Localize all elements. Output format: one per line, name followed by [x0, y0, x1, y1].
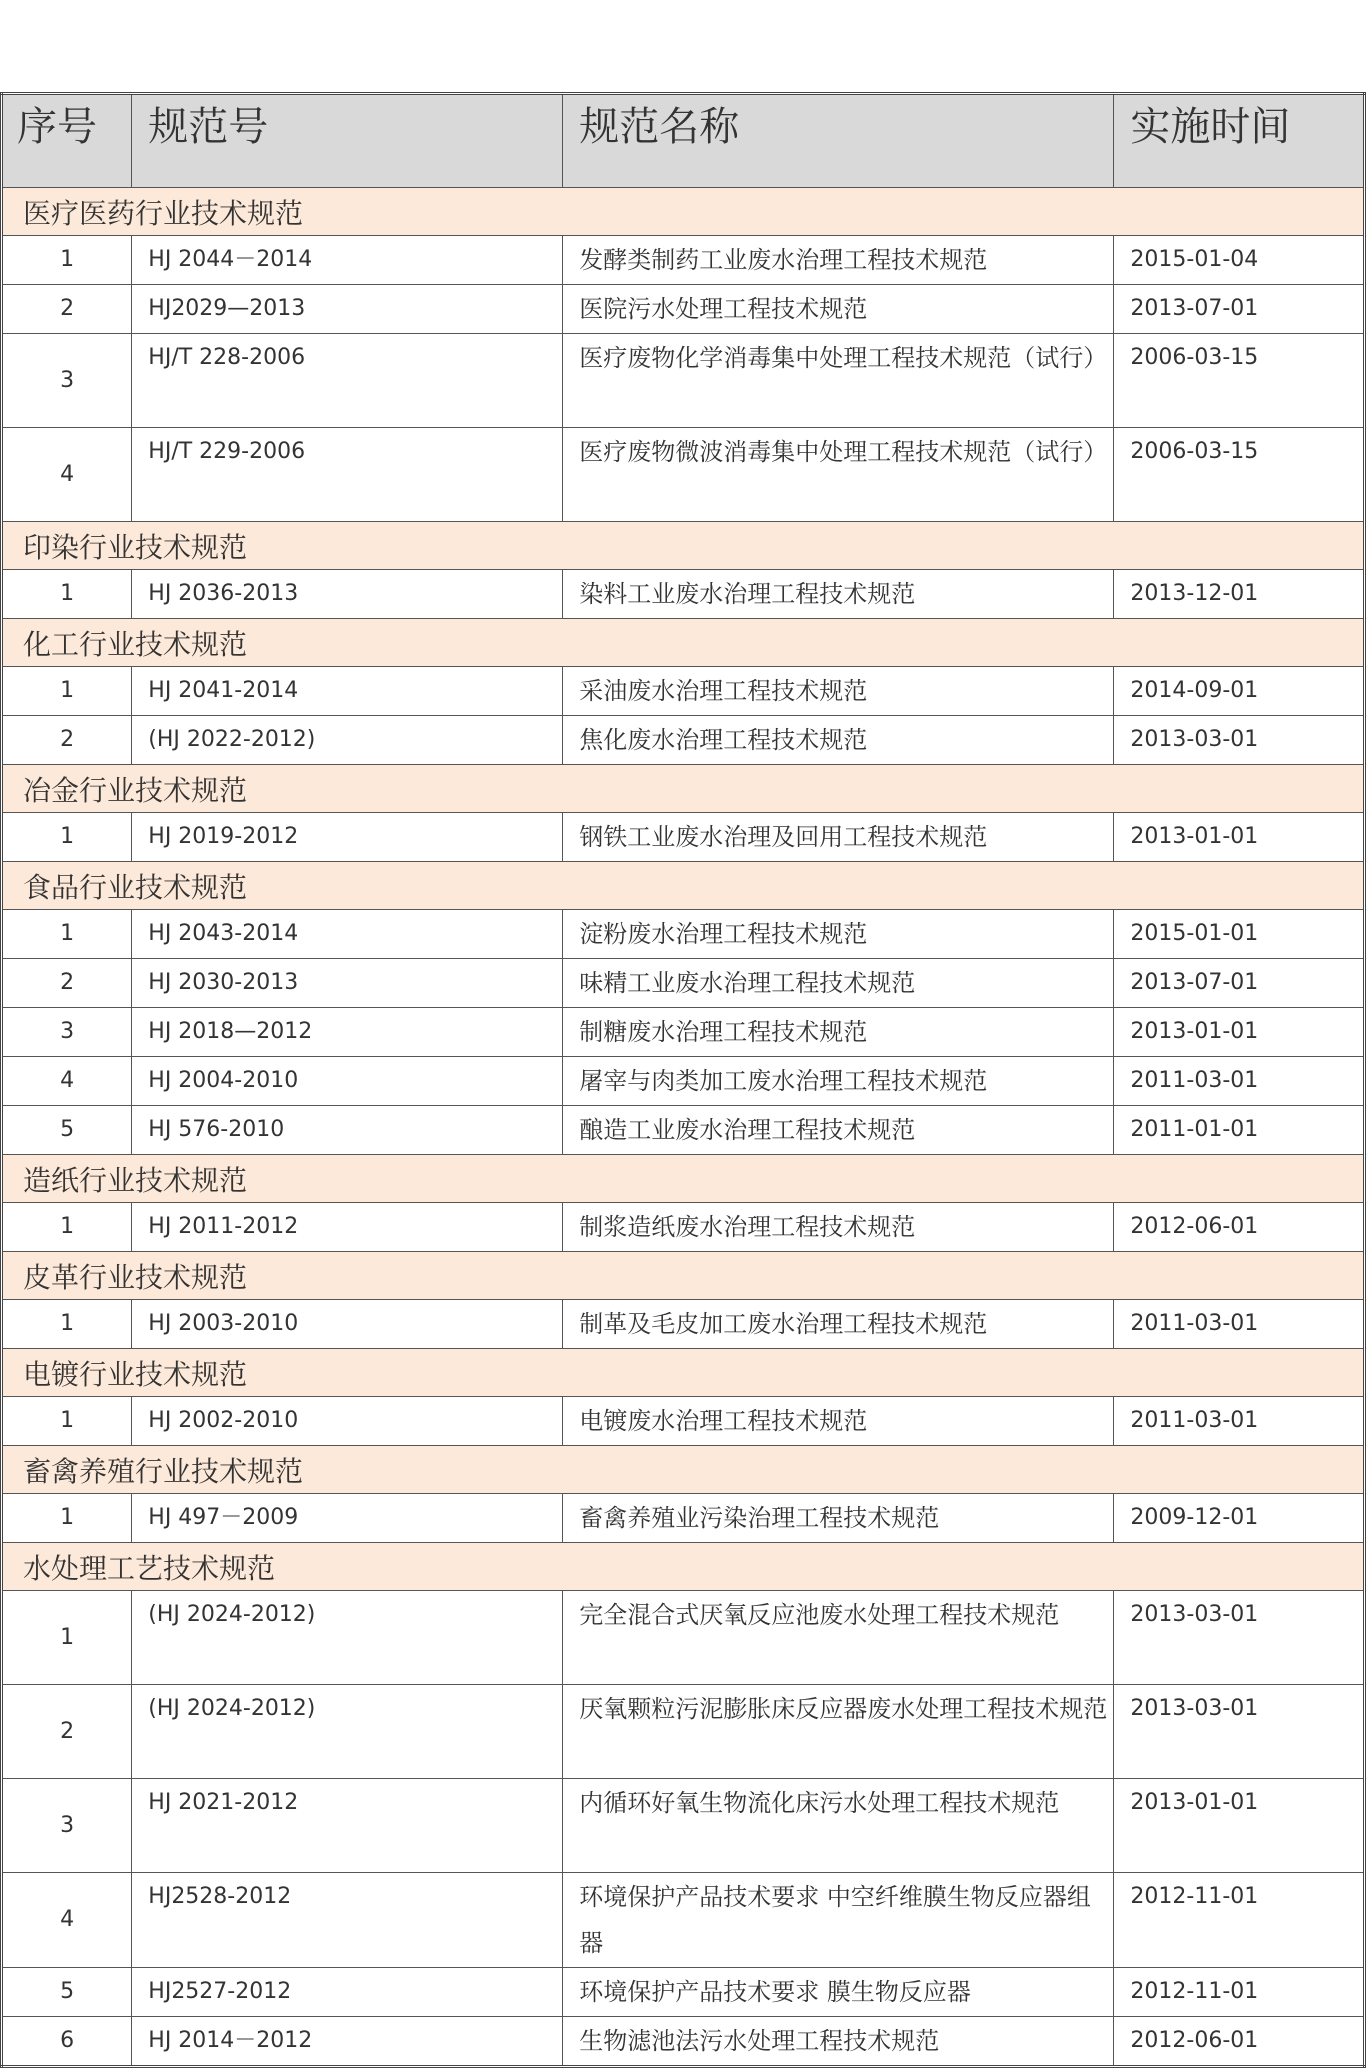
table-row — [2, 1591, 1365, 1685]
effective-date: 2006-03-15 — [1114, 334, 1365, 428]
spec-name: 畜禽养殖业污染治理工程技术规范 — [563, 1494, 1114, 1543]
effective-date: 2012-06-01 — [1114, 1203, 1365, 1252]
row-number: 1 — [2, 1591, 132, 1685]
category-row — [2, 1543, 1365, 1591]
effective-date: 2012-11-01 — [1114, 1968, 1365, 2017]
row-number: 2 — [2, 1685, 132, 1779]
header-name: 规范名称 — [563, 94, 1114, 188]
spec-code: HJ2528-2012 — [132, 1873, 563, 1968]
category-title: 水处理工艺技术规范 — [2, 1543, 1365, 1591]
spec-code: HJ 2044－2014 — [132, 236, 563, 285]
spec-code: HJ 2014－2012 — [132, 2017, 563, 2067]
row-number: 3 — [2, 334, 132, 428]
spec-code: HJ 2036-2013 — [132, 570, 563, 619]
table-row — [2, 236, 1365, 285]
row-number: 1 — [2, 910, 132, 959]
table-row — [2, 1873, 1365, 1968]
category-title: 造纸行业技术规范 — [2, 1155, 1365, 1203]
table-row — [2, 1057, 1365, 1106]
category-title: 医疗医药行业技术规范 — [2, 188, 1365, 236]
row-number: 1 — [2, 1203, 132, 1252]
header-seq: 序号 — [2, 94, 132, 188]
category-row — [2, 862, 1365, 910]
row-number: 4 — [2, 1873, 132, 1968]
spec-name: 生物滤池法污水处理工程技术规范 — [563, 2017, 1114, 2067]
spec-name: 医疗废物化学消毒集中处理工程技术规范（试行） — [563, 334, 1114, 428]
effective-date: 2013-07-01 — [1114, 959, 1365, 1008]
table-row — [2, 1397, 1365, 1446]
row-number: 5 — [2, 1106, 132, 1155]
effective-date: 2013-03-01 — [1114, 1685, 1365, 1779]
spec-code: HJ 2003-2010 — [132, 1300, 563, 1349]
category-title: 畜禽养殖行业技术规范 — [2, 1446, 1365, 1494]
table-row — [2, 910, 1365, 959]
spec-name: 味精工业废水治理工程技术规范 — [563, 959, 1114, 1008]
standards-document — [0, 92, 1366, 2068]
spec-code: HJ 2030-2013 — [132, 959, 563, 1008]
spec-code: HJ/T 229-2006 — [132, 428, 563, 522]
table-row — [2, 1685, 1365, 1779]
standards-table — [0, 92, 1366, 2068]
spec-name: 医院污水处理工程技术规范 — [563, 285, 1114, 334]
spec-code: HJ 576-2010 — [132, 1106, 563, 1155]
category-title: 冶金行业技术规范 — [2, 765, 1365, 813]
table-row — [2, 813, 1365, 862]
effective-date: 2014-09-01 — [1114, 667, 1365, 716]
category-row — [2, 1349, 1365, 1397]
table-row — [2, 2017, 1365, 2067]
table-row — [2, 1779, 1365, 1873]
spec-code: HJ 2041-2014 — [132, 667, 563, 716]
spec-name: 完全混合式厌氧反应池废水处理工程技术规范 — [563, 1591, 1114, 1685]
table-row — [2, 1203, 1365, 1252]
effective-date: 2011-03-01 — [1114, 1300, 1365, 1349]
spec-name: 染料工业废水治理工程技术规范 — [563, 570, 1114, 619]
effective-date: 2006-03-15 — [1114, 428, 1365, 522]
spec-code: HJ 2043-2014 — [132, 910, 563, 959]
category-row — [2, 619, 1365, 667]
spec-name: 钢铁工业废水治理及回用工程技术规范 — [563, 813, 1114, 862]
spec-name: 制浆造纸废水治理工程技术规范 — [563, 1203, 1114, 1252]
effective-date: 2011-03-01 — [1114, 1397, 1365, 1446]
row-number: 1 — [2, 1300, 132, 1349]
spec-code: HJ 2004-2010 — [132, 1057, 563, 1106]
effective-date: 2013-12-01 — [1114, 570, 1365, 619]
spec-code: HJ 2019-2012 — [132, 813, 563, 862]
row-number: 2 — [2, 716, 132, 765]
row-number: 1 — [2, 667, 132, 716]
effective-date: 2015-01-04 — [1114, 236, 1365, 285]
spec-code: HJ 2002-2010 — [132, 1397, 563, 1446]
row-number: 1 — [2, 1494, 132, 1543]
table-row — [2, 667, 1365, 716]
effective-date: 2013-07-01 — [1114, 285, 1365, 334]
category-row — [2, 1446, 1365, 1494]
row-number: 4 — [2, 1057, 132, 1106]
effective-date: 2012-06-01 — [1114, 2017, 1365, 2067]
table-body — [2, 188, 1365, 2067]
row-number: 2 — [2, 959, 132, 1008]
spec-code: (HJ 2024-2012) — [132, 1685, 563, 1779]
effective-date: 2013-01-01 — [1114, 1008, 1365, 1057]
row-number: 1 — [2, 1397, 132, 1446]
category-row — [2, 188, 1365, 236]
table-row — [2, 1106, 1365, 1155]
effective-date: 2011-03-01 — [1114, 1057, 1365, 1106]
table-row — [2, 1300, 1365, 1349]
effective-date: 2013-01-01 — [1114, 1779, 1365, 1873]
effective-date: 2013-03-01 — [1114, 716, 1365, 765]
category-title: 化工行业技术规范 — [2, 619, 1365, 667]
header-date: 实施时间 — [1114, 94, 1365, 188]
spec-name: 医疗废物微波消毒集中处理工程技术规范（试行） — [563, 428, 1114, 522]
effective-date: 2012-11-01 — [1114, 1873, 1365, 1968]
spec-name: 淀粉废水治理工程技术规范 — [563, 910, 1114, 959]
spec-name: 发酵类制药工业废水治理工程技术规范 — [563, 236, 1114, 285]
spec-code: (HJ 2024-2012) — [132, 1591, 563, 1685]
spec-name: 厌氧颗粒污泥膨胀床反应器废水处理工程技术规范 — [563, 1685, 1114, 1779]
header-code: 规范号 — [132, 94, 563, 188]
spec-code: (HJ 2022-2012) — [132, 716, 563, 765]
row-number: 3 — [2, 1008, 132, 1057]
spec-code: HJ 2021-2012 — [132, 1779, 563, 1873]
spec-name: 采油废水治理工程技术规范 — [563, 667, 1114, 716]
category-row — [2, 1155, 1365, 1203]
spec-name: 制糖废水治理工程技术规范 — [563, 1008, 1114, 1057]
spec-name: 制革及毛皮加工废水治理工程技术规范 — [563, 1300, 1114, 1349]
spec-name: 内循环好氧生物流化床污水处理工程技术规范 — [563, 1779, 1114, 1873]
row-number: 1 — [2, 813, 132, 862]
category-title: 电镀行业技术规范 — [2, 1349, 1365, 1397]
table-row — [2, 285, 1365, 334]
spec-code: HJ 2018—2012 — [132, 1008, 563, 1057]
spec-code: HJ 497－2009 — [132, 1494, 563, 1543]
category-title: 皮革行业技术规范 — [2, 1252, 1365, 1300]
effective-date: 2009-12-01 — [1114, 1494, 1365, 1543]
effective-date: 2011-01-01 — [1114, 1106, 1365, 1155]
spec-code: HJ/T 228-2006 — [132, 334, 563, 428]
row-number: 1 — [2, 570, 132, 619]
spec-name: 屠宰与肉类加工废水治理工程技术规范 — [563, 1057, 1114, 1106]
table-row — [2, 1494, 1365, 1543]
spec-name: 酿造工业废水治理工程技术规范 — [563, 1106, 1114, 1155]
spec-name: 焦化废水治理工程技术规范 — [563, 716, 1114, 765]
effective-date: 2013-01-01 — [1114, 813, 1365, 862]
table-row — [2, 570, 1365, 619]
category-title: 印染行业技术规范 — [2, 522, 1365, 570]
row-number: 4 — [2, 428, 132, 522]
table-row — [2, 1008, 1365, 1057]
spec-name: 环境保护产品技术要求 中空纤维膜生物反应器组器 — [563, 1873, 1114, 1968]
category-title: 食品行业技术规范 — [2, 862, 1365, 910]
row-number: 5 — [2, 1968, 132, 2017]
spec-code: HJ 2011-2012 — [132, 1203, 563, 1252]
row-number: 6 — [2, 2017, 132, 2067]
header-row — [2, 94, 1365, 188]
effective-date: 2015-01-01 — [1114, 910, 1365, 959]
category-row — [2, 765, 1365, 813]
row-number: 1 — [2, 236, 132, 285]
row-number: 2 — [2, 285, 132, 334]
table-row — [2, 334, 1365, 428]
spec-name: 环境保护产品技术要求 膜生物反应器 — [563, 1968, 1114, 2017]
spec-code: HJ2527-2012 — [132, 1968, 563, 2017]
effective-date: 2013-03-01 — [1114, 1591, 1365, 1685]
spec-name: 电镀废水治理工程技术规范 — [563, 1397, 1114, 1446]
table-row — [2, 959, 1365, 1008]
category-row — [2, 522, 1365, 570]
table-row — [2, 428, 1365, 522]
spec-code: HJ2029—2013 — [132, 285, 563, 334]
table-row — [2, 716, 1365, 765]
row-number: 3 — [2, 1779, 132, 1873]
category-row — [2, 1252, 1365, 1300]
table-row — [2, 1968, 1365, 2017]
